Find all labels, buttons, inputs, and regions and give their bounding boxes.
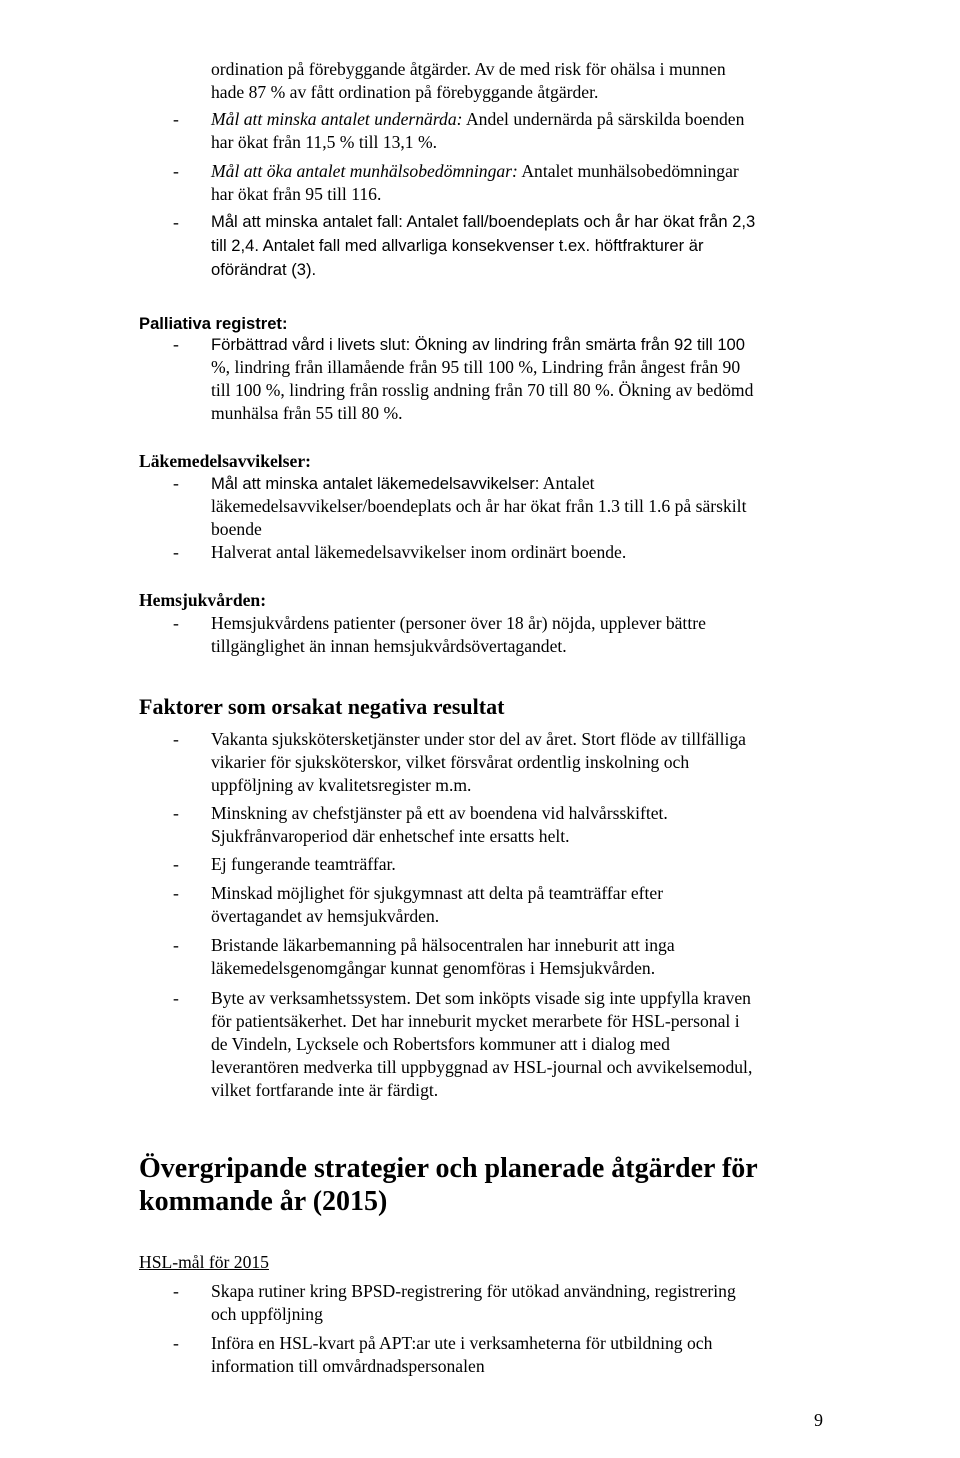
bullet-dash: - <box>173 473 179 493</box>
bullet-dash: - <box>173 883 179 903</box>
bullet-dash: - <box>173 161 179 181</box>
palliativa-line-1 <box>211 333 841 357</box>
goal-label: Mål att öka antalet munhälsobedömningar: <box>211 161 518 181</box>
faktorer-item-5-line-2: läkemedelsgenomgångar kunnat genomföras i Hemsjukvården. <box>211 958 656 978</box>
goal-text: Antalet fall/boendeplats och år har ökat från 2,3 <box>402 212 756 231</box>
goal-label: Mål att minska antalet undernärda: <box>211 109 463 129</box>
faktorer-item-6-line-1: Byte av verksamhetssystem. Det som inköpts visade sig inte uppfylla kraven <box>211 988 751 1008</box>
bullet-dash: - <box>173 1281 179 1301</box>
goal-text: Antalet <box>539 473 595 493</box>
faktorer-item-6-line-5: vilket fortfarande inte är färdigt. <box>211 1080 439 1100</box>
bullet-dash: - <box>173 613 179 633</box>
palliativa-line-2: %, lindring från illamående från 95 till 100 %, Lindring från ångest från 90 <box>211 357 741 377</box>
palliativa-line-3: till 100 %, lindring från rosslig andning från 70 till 80 %. Ökning av bedömd <box>211 380 754 400</box>
lakemedel-item-1-line-3: boende <box>211 519 262 539</box>
strategier-heading-line-2: kommande år (2015) <box>139 1186 388 1217</box>
goal-text: Antalet munhälsobedömningar <box>517 161 739 181</box>
bullet-dash: - <box>173 988 179 1008</box>
faktorer-item-1-line-3: uppföljning av kvalitetsregister m.m. <box>211 775 472 795</box>
faktorer-item-2-line-1: Minskning av chefstjänster på ett av boendena vid halvårsskiftet. <box>211 803 668 823</box>
lakemedel-item-1-line-1 <box>211 472 841 496</box>
goal-text: Andel undernärda på särskilda boenden <box>462 109 745 129</box>
bullet-dash: - <box>173 935 179 955</box>
lakemedel-heading: Läkemedelsavvikelser: <box>139 451 312 471</box>
hemsjukvard-line-2: tillgänglighet än innan hemsjukvårdsövertagandet. <box>211 636 567 656</box>
hemsjukvard-heading: Hemsjukvården: <box>139 590 267 610</box>
intro-line-2: hade 87 % av fått ordination på förebyggande åtgärder. <box>211 82 599 102</box>
intro-line-1: ordination på förebyggande åtgärder. Av de med risk för ohälsa i munnen <box>211 59 726 79</box>
bullet-dash: - <box>173 334 179 354</box>
faktorer-item-1-line-1: Vakanta sjukskötersketjänster under stor del av året. Stort flöde av tillfälliga <box>211 729 746 749</box>
faktorer-item-2-line-2: Sjukfrånvaroperiod där enhetschef inte ersatts helt. <box>211 826 570 846</box>
faktorer-item-1-line-2: vikarier för sjuksköterskor, vilket försvårat ordentlig inskolning och <box>211 752 690 772</box>
strategier-item-2-line-1: Införa en HSL-kvart på APT:ar ute i verksamheterna för utbildning och <box>211 1333 713 1353</box>
faktorer-item-5-line-1: Bristande läkarbemanning på hälsocentralen har inneburit att inga <box>211 935 675 955</box>
palliativa-heading: Palliativa registret: <box>139 314 288 333</box>
bullet-dash: - <box>173 729 179 749</box>
lakemedel-item-1-line-2: läkemedelsavvikelser/boendeplats och år har ökat från 1.3 till 1.6 på särskilt <box>211 496 747 516</box>
bullet-dash: - <box>173 1333 179 1353</box>
goal-label: Mål att minska antalet läkemedelsavvikelser: <box>211 474 540 493</box>
strategier-item-1-line-1: Skapa rutiner kring BPSD-registrering för utökad användning, registrering <box>211 1281 736 1301</box>
faktorer-item-4-line-2: övertagandet av hemsjukvården. <box>211 906 440 926</box>
bullet-dash: - <box>173 854 179 874</box>
goal-undernarda-line-2: har ökat från 11,5 % till 13,1 %. <box>211 132 438 152</box>
bullet-dash: - <box>173 109 179 129</box>
goal-fall-line-2: till 2,4. Antalet fall med allvarliga konsekvenser t.ex. höftfrakturer är <box>211 236 704 255</box>
palliativa-line-4: munhälsa från 55 till 80 %. <box>211 403 403 423</box>
strategier-heading-line-1: Övergripande strategier och planerade åtgärder för <box>139 1153 758 1184</box>
goal-fall-line-3: oförändrat (3). <box>211 260 317 279</box>
bullet-dash: - <box>173 803 179 823</box>
goal-munhalsa-line-1 <box>211 160 841 183</box>
faktorer-item-6-line-4: leverantören medverka till uppbyggnad av HSL-journal och avvikelsemodul, <box>211 1057 753 1077</box>
faktorer-item-3-line-1: Ej fungerande teamträffar. <box>211 854 396 874</box>
hemsjukvard-line-1: Hemsjukvårdens patienter (personer över 18 år) nöjda, upplever bättre <box>211 613 706 633</box>
strategier-item-2-line-2: information till omvårdnadspersonalen <box>211 1356 485 1376</box>
hsl-mal-subheading: HSL-mål för 2015 <box>139 1252 269 1272</box>
lakemedel-item-2: Halverat antal läkemedelsavvikelser inom ordinärt boende. <box>211 542 627 562</box>
faktorer-item-4-line-1: Minskad möjlighet för sjukgymnast att delta på teamträffar efter <box>211 883 664 903</box>
strategier-item-1-line-2: och uppföljning <box>211 1304 323 1324</box>
bullet-dash: - <box>173 212 179 232</box>
goal-undernarda-line-1 <box>211 108 841 131</box>
goal-label: Mål att minska antalet fall: <box>211 212 403 231</box>
goal-fall-line-1 <box>211 211 841 234</box>
faktorer-item-6-line-3: de Vindeln, Lycksele och Robertsfors kommuner att i dialog med <box>211 1034 670 1054</box>
palliativa-text: Förbättrad vård i livets slut: Ökning av lindring från smärta från 92 till 100 <box>211 335 746 354</box>
goal-munhalsa-line-2: har ökat från 95 till 116. <box>211 184 382 204</box>
page-number: 9 <box>814 1410 823 1430</box>
faktorer-heading: Faktorer som orsakat negativa resultat <box>139 694 505 719</box>
faktorer-item-6-line-2: för patientsäkerhet. Det har inneburit mycket merarbete för HSL-personal i <box>211 1011 740 1031</box>
bullet-dash: - <box>173 542 179 562</box>
